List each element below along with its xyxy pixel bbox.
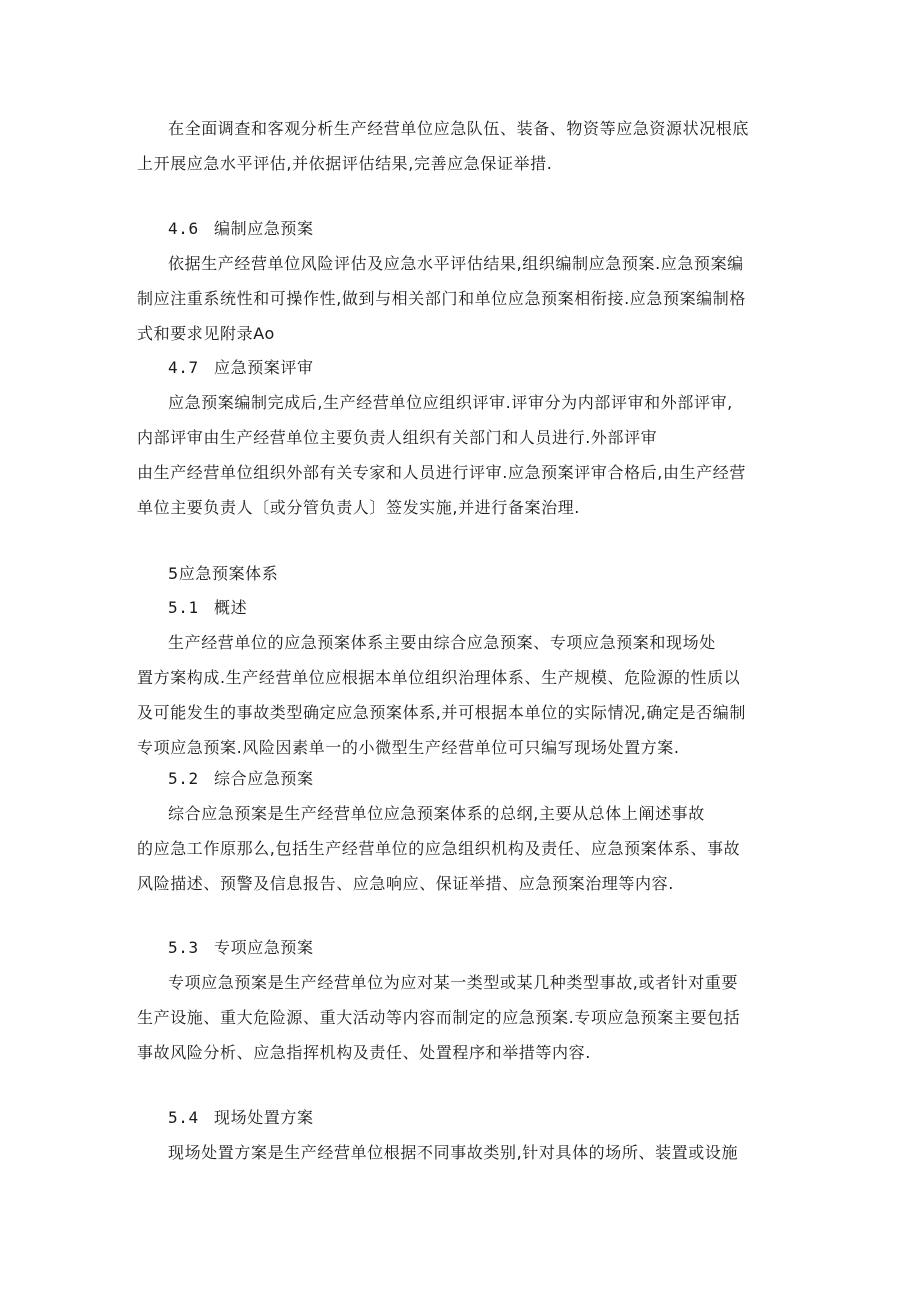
section-title: 专项应急预案 xyxy=(214,938,314,957)
section-number: 5.2 xyxy=(168,769,199,788)
section-title: 应急预案评审 xyxy=(214,358,314,377)
paragraph-line: 专项应急预案.风险因素单一的小微型生产经营单位可只编写现场处置方案. xyxy=(137,738,680,757)
paragraph-line: 及可能发生的事故类型确定应急预案体系,并可根据本单位的实际情况,确定是否编制 xyxy=(137,703,746,722)
paragraph-line: 制应注重系统性和可操作性,做到与相关部门和单位应急预案相衔接.应急预案编制格 xyxy=(137,289,746,308)
paragraph-line: 在全面调查和客观分析生产经营单位应急队伍、装备、物资等应急资源状况根底 xyxy=(168,119,750,138)
paragraph-line: 风险描述、预警及信息报告、应急响应、保证举措、应急预案治理等内容. xyxy=(137,874,674,893)
section-heading-5-2 xyxy=(168,768,314,790)
paragraph-line: 上开展应急水平评估,并依据评估结果,完善应急保证举措. xyxy=(137,154,553,173)
section-heading-5-3 xyxy=(168,937,314,959)
paragraph-line: 式和要求见附录Ao xyxy=(137,324,275,343)
paragraph-line: 单位主要负责人〔或分管负责人〕签发实施,并进行备案治理. xyxy=(137,498,580,517)
paragraph-line: 依据生产经营单位风险评估及应急水平评估结果,组织编制应急预案.应急预案编 xyxy=(168,254,744,273)
section-number: 5.1 xyxy=(168,598,199,617)
section-title: 综合应急预案 xyxy=(214,769,314,788)
section-heading-5-1 xyxy=(168,597,247,619)
section-number: 4.6 xyxy=(168,219,199,238)
paragraph-line: 现场处置方案是生产经营单位根据不同事故类别,针对具体的场所、装置或设施 xyxy=(168,1143,739,1162)
section-heading-4-7 xyxy=(168,357,314,379)
paragraph-line: 综合应急预案是生产经营单位应急预案体系的总纲,主要从总体上阐述事故 xyxy=(168,804,705,823)
paragraph-line: 事故风险分析、应急指挥机构及责任、处置程序和举措等内容. xyxy=(137,1043,591,1062)
section-title: 概述 xyxy=(214,598,248,617)
section-number: 5.3 xyxy=(168,938,199,957)
section-title: 编制应急预案 xyxy=(214,219,314,238)
paragraph-line: 生产设施、重大危险源、重大活动等内容而制定的应急预案.专项应急预案主要包括 xyxy=(137,1008,741,1027)
chapter-heading-5: 5应急预案体系 xyxy=(168,564,279,583)
paragraph-line: 应急预案编制完成后,生产经营单位应组织评审.评审分为内部评审和外部评审, xyxy=(168,393,733,412)
paragraph-line: 专项应急预案是生产经营单位为应对某一类型或某几种类型事故,或者针对重要 xyxy=(168,973,739,992)
paragraph-line: 内部评审由生产经营单位主要负责人组织有关部门和人员进行.外部评审 xyxy=(137,428,658,447)
section-heading-5-4 xyxy=(168,1107,314,1129)
section-heading-4-6 xyxy=(168,218,314,240)
paragraph-line: 由生产经营单位组织外部有关专家和人员进行评审.应急预案评审合格后,由生产经营 xyxy=(137,463,746,482)
section-number: 5.4 xyxy=(168,1108,199,1127)
section-title: 现场处置方案 xyxy=(214,1108,314,1127)
section-number: 4.7 xyxy=(168,358,199,377)
paragraph-line: 置方案构成.生产经营单位应根据本单位组织治理体系、生产规模、危险源的性质以 xyxy=(137,668,741,687)
paragraph-line: 生产经营单位的应急预案体系主要由综合应急预案、专项应急预案和现场处 xyxy=(168,633,716,652)
paragraph-line: 的应急工作原那么,包括生产经营单位的应急组织机构及责任、应急预案体系、事故 xyxy=(137,839,741,858)
